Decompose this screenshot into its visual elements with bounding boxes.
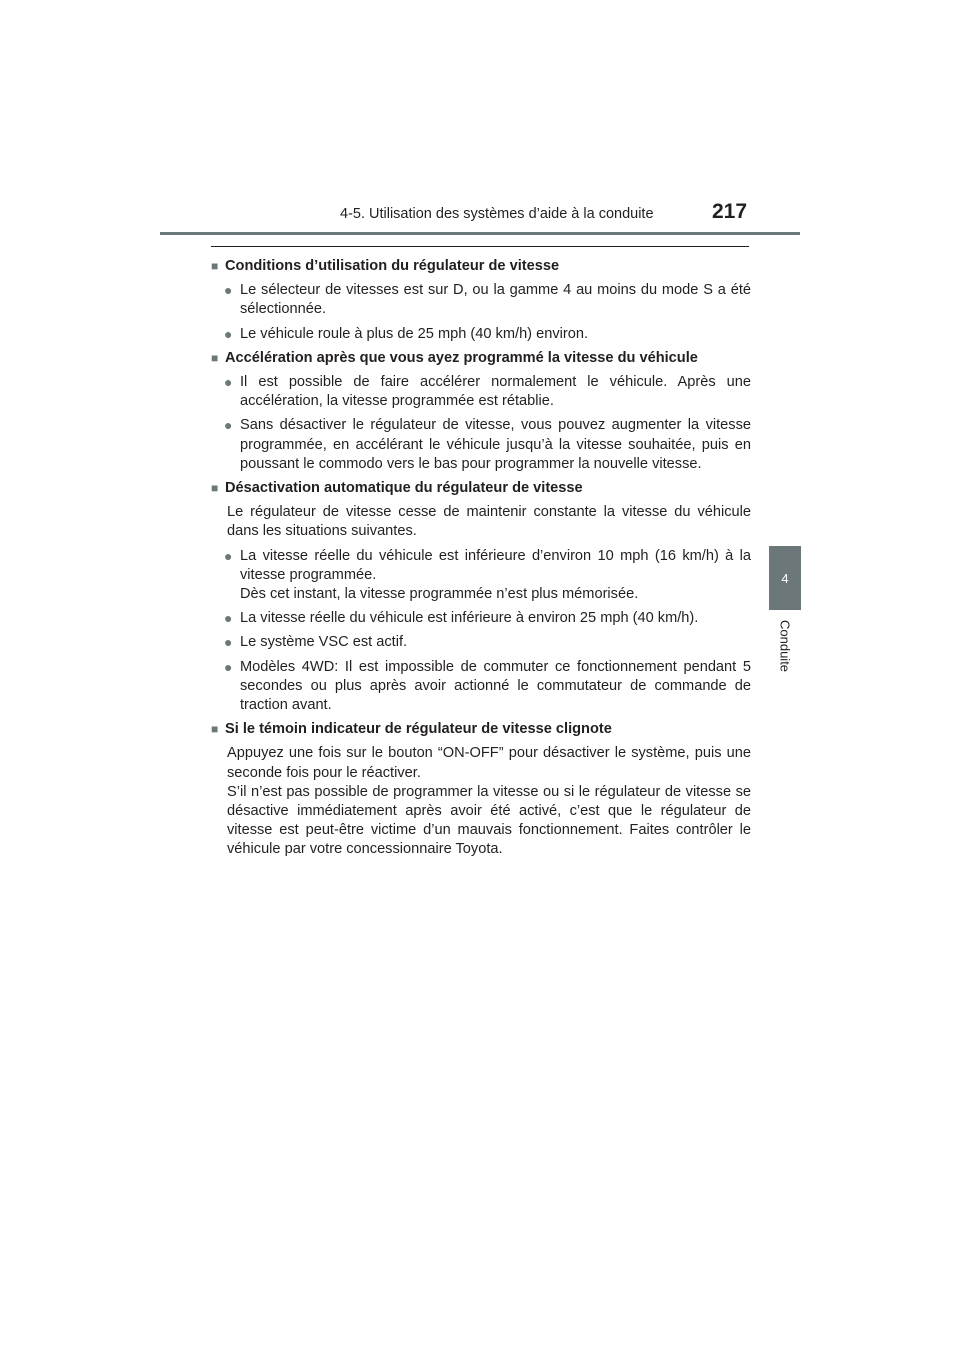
square-bullet-icon: ■: [211, 350, 219, 365]
section-divider: [211, 246, 749, 247]
round-bullet-icon: ●: [224, 417, 233, 434]
square-bullet-icon: ■: [211, 259, 219, 273]
chapter-label: Conduite: [777, 620, 793, 673]
list-item-text: Sans désactiver le régulateur de vitesse, vous pouvez augmenter la vitesse programmée, en accélérant le véhicule jusqu’à la vitesse souhaitée, puis en poussant le commodo vers le bas pour programmer la nouvelle vitesse.: [240, 417, 751, 472]
round-bullet-icon: ●: [224, 658, 233, 675]
section-auto-deactivation: [211, 479, 751, 715]
section-intro: Le régulateur de vitesse cesse de maintenir constante la vitesse du véhicule dans les situations suivantes.: [227, 504, 751, 540]
section-heading-text: Désactivation automatique du régulateur de vitesse: [225, 480, 583, 497]
list-item: [211, 658, 751, 716]
section-indicator-blinking: [211, 720, 751, 859]
round-bullet-icon: ●: [224, 610, 233, 627]
list-item-text: Le sélecteur de vitesses est sur D, ou la gamme 4 au moins du mode S a été sélectionnée.: [240, 282, 751, 318]
list-item-text: Le véhicule roule à plus de 25 mph (40 km/h) environ.: [240, 325, 589, 342]
round-bullet-icon: ●: [224, 325, 233, 342]
list-item: [211, 633, 751, 652]
section-heading: [211, 720, 751, 739]
section-heading-text: Si le témoin indicateur de régulateur de vitesse clignote: [225, 721, 612, 738]
list-item: [211, 609, 751, 628]
section-acceleration: [211, 349, 751, 474]
list-item: [211, 416, 751, 474]
section-heading-text: Accélération après que vous ayez programmé la vitesse du véhicule: [225, 349, 698, 366]
list-item-text: Le système VSC est actif.: [240, 634, 408, 651]
list-item: [211, 547, 751, 605]
section-paragraph: Appuyez une fois sur le bouton “ON-OFF” pour désactiver le système, puis une seconde fois pour le réactiver. S’il n’est pas possible de programmer la vitesse ou si le régulateur de vitesse se désactive immédiatement après avoir été activé, c’est que le régulateur de vitesse est peut-être victime d’un mauvais fonctionnement. Faites contrôler le véhicule par votre concessionnaire Toyota.: [227, 745, 751, 858]
main-content: [211, 257, 751, 865]
section-conditions: [211, 257, 751, 344]
list-item: [211, 373, 751, 411]
list-item-text: La vitesse réelle du véhicule est inférieure à environ 25 mph (40 km/h).: [240, 610, 699, 627]
list-item-text: La vitesse réelle du véhicule est inférieure d’environ 10 mph (16 km/h) à la vitesse programmée. Dès cet instant, la vitesse programmée n’est plus mémorisée.: [240, 547, 751, 603]
header-title: 4-5. Utilisation des systèmes d’aide à la conduite: [340, 206, 654, 222]
list-item-text: Modèles 4WD: Il est impossible de commuter ce fonctionnement pendant 5 secondes ou plus après avoir actionné le commutateur de commande de traction avant.: [240, 658, 751, 714]
list-item-text: Il est possible de faire accélérer normalement le véhicule. Après une accélération, la vitesse programmée est rétablie.: [240, 374, 751, 410]
section-heading: [211, 479, 751, 498]
header-rule: [160, 232, 800, 235]
list-item: [211, 281, 751, 319]
section-heading-text: Conditions d’utilisation du régulateur de vitesse: [225, 258, 560, 274]
round-bullet-icon: ●: [224, 282, 233, 299]
square-bullet-icon: ■: [211, 722, 219, 737]
square-bullet-icon: ■: [211, 481, 219, 496]
round-bullet-icon: ●: [224, 374, 233, 391]
chapter-number: 4: [781, 570, 789, 586]
list-item: [211, 325, 751, 344]
round-bullet-icon: ●: [224, 547, 233, 564]
round-bullet-icon: ●: [224, 634, 233, 651]
chapter-tab[interactable]: [769, 546, 801, 610]
section-heading: [211, 257, 751, 276]
page-number: 217: [712, 200, 748, 223]
section-heading: [211, 349, 751, 368]
